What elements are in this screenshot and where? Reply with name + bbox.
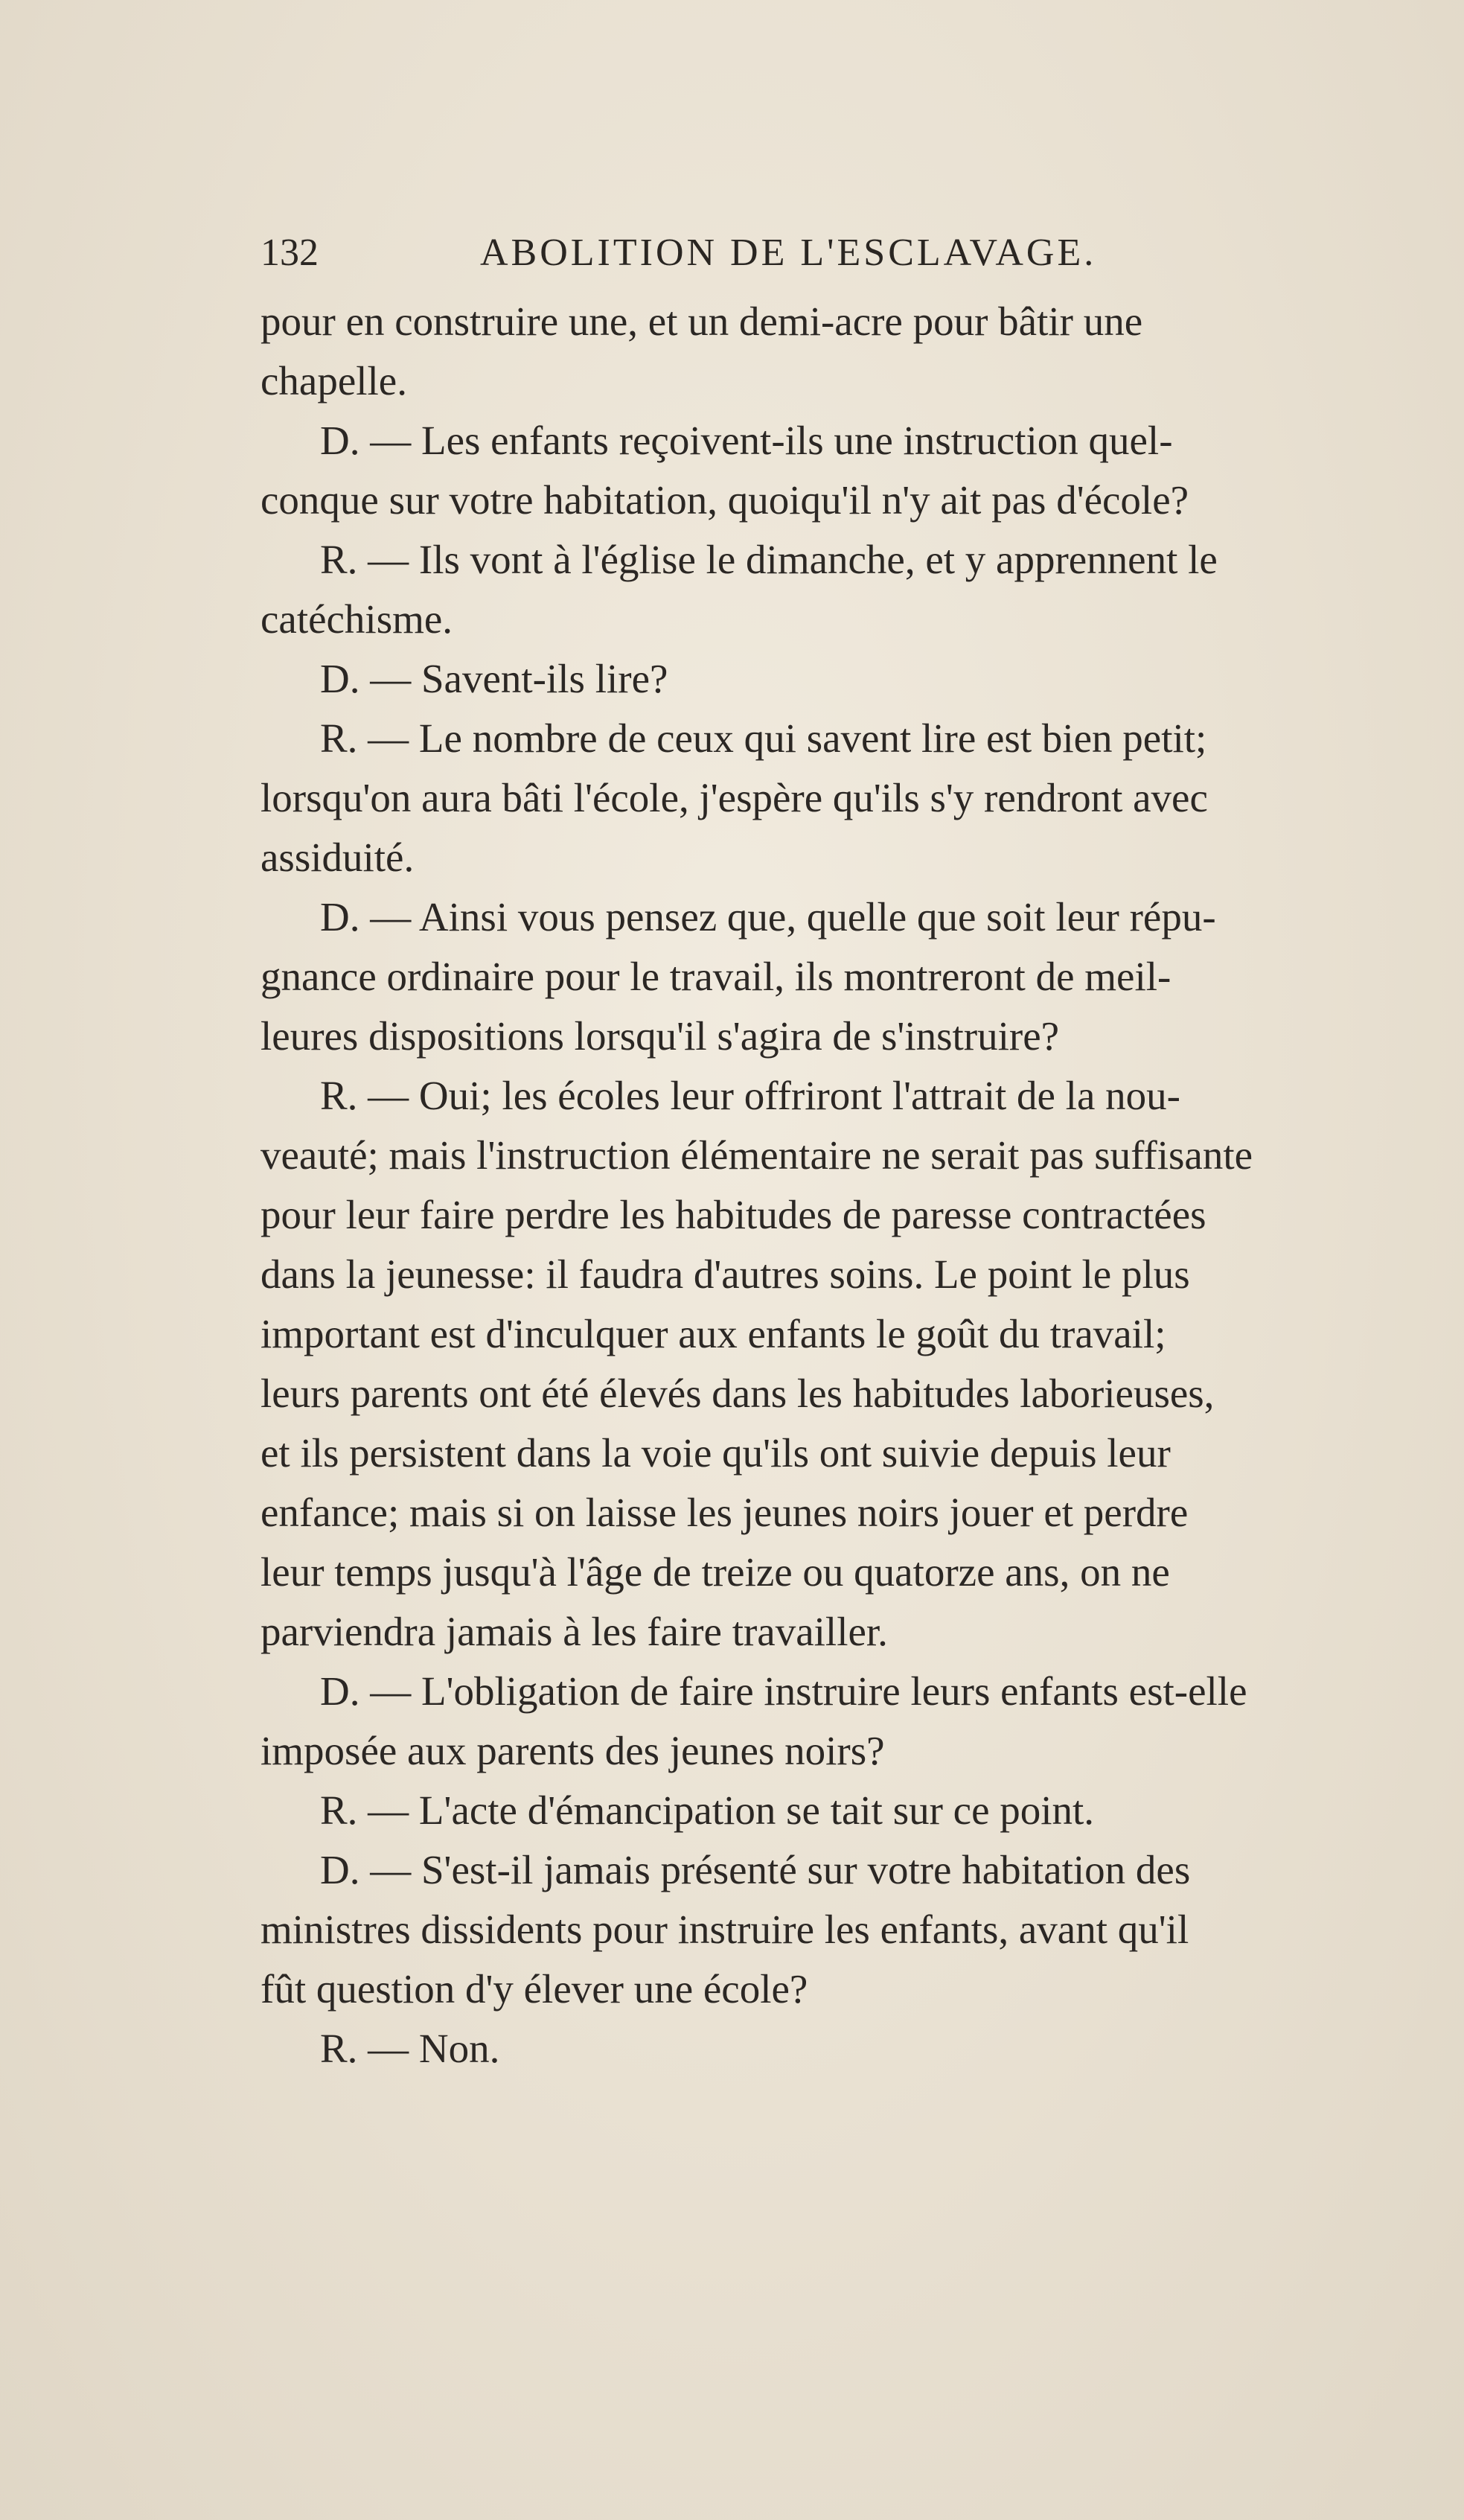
text-line: lorsqu'on aura bâti l'école, j'espère qu'ils s'y rendront avec <box>260 775 1208 820</box>
text-line: dans la jeunesse: il faudra d'autres soins. Le point le plus <box>260 1251 1190 1297</box>
text-line: D. — L'obligation de faire instruire leurs enfants est-elle <box>320 1668 1247 1714</box>
page-header <box>260 231 1221 283</box>
text-line: et ils persistent dans la voie qu'ils ont suivie depuis leur <box>260 1430 1171 1476</box>
text-line: D. — Les enfants reçoivent-ils une instruction quel- <box>320 418 1173 463</box>
text-line: important est d'inculquer aux enfants le goût du travail; <box>260 1311 1166 1356</box>
text-line: ministres dissidents pour instruire les enfants, avant qu'il <box>260 1907 1189 1952</box>
running-title: ABOLITION DE L'ESCLAVAGE. <box>480 232 1097 274</box>
text-line: D. — Savent-ils lire? <box>320 656 668 701</box>
page-number: 132 <box>260 232 319 274</box>
text-line: D. — S'est-il jamais présenté sur votre habitation des <box>320 1847 1191 1892</box>
text-line: R. — Ils vont à l'église le dimanche, et y apprennent le <box>320 537 1218 582</box>
text-line: pour leur faire perdre les habitudes de paresse contractées <box>260 1192 1206 1237</box>
text-line: gnance ordinaire pour le travail, ils montreront de meil- <box>260 954 1171 999</box>
text-line: leures dispositions lorsqu'il s'agira de s'instruire? <box>260 1013 1060 1059</box>
text-line: pour en construire une, et un demi-acre pour bâtir une <box>260 299 1143 344</box>
text-line: leurs parents ont été élevés dans les habitudes laborieuses, <box>260 1371 1215 1416</box>
text-line: R. — Le nombre de ceux qui savent lire est bien petit; <box>320 715 1207 761</box>
text-line: D. — Ainsi vous pensez que, quelle que soit leur répu- <box>320 894 1216 940</box>
text-line: chapelle. <box>260 358 407 403</box>
text-line: R. — Oui; les écoles leur offriront l'attrait de la nou- <box>320 1073 1180 1118</box>
text-line: catéchisme. <box>260 596 453 642</box>
text-line: fût question d'y élever une école? <box>260 1966 808 2012</box>
text-line: R. — Non. <box>320 2026 500 2071</box>
text-line: R. — L'acte d'émancipation se tait sur ce point. <box>320 1787 1095 1833</box>
text-line: parviendra jamais à les faire travailler. <box>260 1609 888 1654</box>
text-line: assiduité. <box>260 835 415 880</box>
text-line: imposée aux parents des jeunes noirs? <box>260 1728 885 1773</box>
text-line: enfance; mais si on laisse les jeunes noirs jouer et perdre <box>260 1490 1189 1535</box>
body-text <box>260 292 1407 2079</box>
text-line: conque sur votre habitation, quoiqu'il n'y ait pas d'école? <box>260 477 1189 523</box>
text-line: leur temps jusqu'à l'âge de treize ou quatorze ans, on ne <box>260 1549 1170 1595</box>
text-line: veauté; mais l'instruction élémentaire ne serait pas suffisante <box>260 1132 1253 1178</box>
